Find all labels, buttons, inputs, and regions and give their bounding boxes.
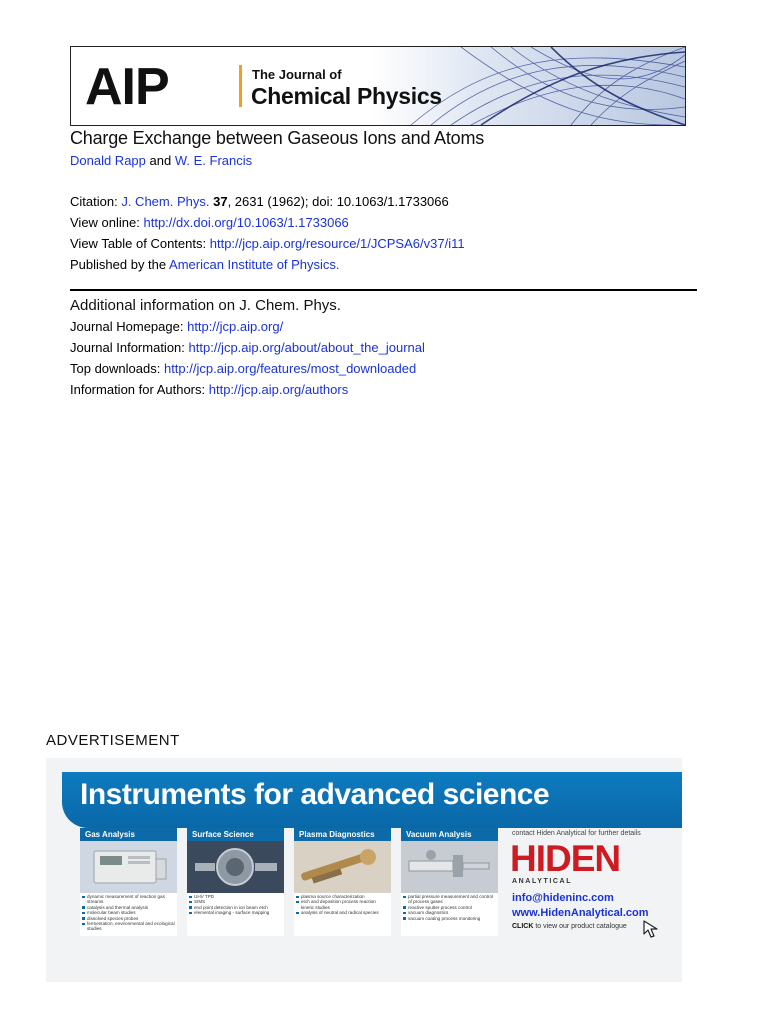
journal-name: Chemical Physics [251, 83, 442, 109]
aip-logo: AIP [85, 58, 169, 116]
publisher-link[interactable]: American Institute of Physics. [169, 257, 340, 272]
ad-panel-title: Vacuum Analysis [401, 828, 498, 841]
toc-link[interactable]: http://jcp.aip.org/resource/1/JCPSA6/v37/i11 [209, 236, 465, 251]
logo-divider [239, 65, 242, 107]
citation-journal-link[interactable]: J. Chem. Phys. [121, 194, 210, 209]
surface-science-image [187, 841, 284, 893]
ad-headline: Instruments for advanced science [80, 778, 550, 811]
additional-info-label: Journal Information: [70, 340, 185, 355]
ad-panel-plasma-diagnostics[interactable] [294, 828, 391, 936]
additional-info-row [70, 319, 283, 334]
list-item: etch and deposition process reaction kinetic studies [296, 899, 390, 910]
journal-homepage-link[interactable]: http://jcp.aip.org/ [187, 319, 284, 334]
list-item: fermentation, environmental and ecological studies [82, 921, 176, 932]
citation-volume: 37 [213, 194, 228, 209]
hiden-logo-wordmark: HIDEN [510, 838, 621, 879]
top-downloads-link[interactable]: http://jcp.aip.org/features/most_downloaded [163, 361, 417, 376]
author-link-francis[interactable]: W. E. Francis [174, 153, 253, 168]
hiden-logo[interactable] [510, 838, 621, 885]
toc-line [70, 236, 465, 251]
ad-panel-list [296, 894, 390, 916]
ad-panel-list [189, 894, 283, 916]
additional-info-label: Information for Authors: [70, 382, 206, 397]
section-divider [70, 289, 697, 291]
list-item: UHV TPD [189, 894, 283, 899]
authors-conjunction: and [149, 153, 172, 168]
view-online-label: View online: [70, 215, 140, 230]
additional-info-row [70, 340, 425, 355]
list-item: catalysis and thermal analysis [82, 905, 176, 910]
published-line [70, 257, 340, 272]
list-item: analysis of neutral and radical species [296, 910, 390, 915]
citation-line [70, 194, 449, 209]
list-item: elemental imaging - surface mapping [189, 910, 283, 915]
list-item: SIMS [189, 899, 283, 904]
ad-panel-title: Plasma Diagnostics [294, 828, 391, 841]
list-item: end point detection in ion beam etch [189, 905, 283, 910]
pointer-cursor-icon [642, 920, 664, 938]
gas-analyzer-image [80, 841, 177, 893]
published-label: Published by the [70, 257, 167, 272]
journal-banner [70, 46, 686, 126]
advertisement-label: ADVERTISEMENT [46, 732, 180, 749]
ad-catalogue-link[interactable] [512, 923, 627, 930]
ad-email-link[interactable]: info@hideninc.com [512, 892, 614, 904]
view-online-link[interactable]: http://dx.doi.org/10.1063/1.1733066 [143, 215, 349, 230]
list-item: partial pressure measurement and control of process gases [403, 894, 497, 905]
authors-line [70, 153, 252, 168]
ad-panel-list [82, 894, 176, 932]
list-item: reactive sputter process control [403, 905, 497, 910]
ad-panel-list [403, 894, 497, 921]
ad-click-text: to view our product catalogue [533, 923, 627, 930]
journal-name-prefix: The Journal of [252, 67, 342, 82]
author-link-rapp[interactable]: Donald Rapp [70, 153, 146, 168]
list-item: vacuum diagnostics [403, 910, 497, 915]
additional-info-row [70, 382, 348, 397]
list-item: molecular beam studies [82, 910, 176, 915]
journal-information-link[interactable]: http://jcp.aip.org/about/about_the_journal [188, 340, 425, 355]
citation-details: , 2631 (1962); doi: 10.1063/1.1733066 [227, 194, 449, 209]
view-online-line [70, 215, 349, 230]
toc-label: View Table of Contents: [70, 236, 207, 251]
plasma-probe-image [294, 841, 391, 893]
list-item: dissolved species probes [82, 916, 176, 921]
ad-panel-surface-science[interactable] [187, 828, 284, 936]
ad-panel-title: Surface Science [187, 828, 284, 841]
ad-panel-title: Gas Analysis [80, 828, 177, 841]
advertisement-banner[interactable] [46, 758, 682, 982]
additional-info-label: Journal Homepage: [70, 319, 184, 334]
article-title: Charge Exchange between Gaseous Ions and Atoms [70, 128, 485, 148]
ad-click-word: CLICK [512, 923, 534, 930]
ad-panel-gas-analysis[interactable] [80, 828, 177, 936]
citation-label: Citation: [70, 194, 118, 209]
additional-info-label: Top downloads: [70, 361, 161, 376]
list-item: dynamic measurement of reaction gas streams [82, 894, 176, 905]
vacuum-analyzer-image [401, 841, 498, 893]
ad-website-link[interactable]: www.HidenAnalytical.com [512, 907, 649, 919]
ad-panel-vacuum-analysis[interactable] [401, 828, 498, 936]
hiden-logo-subtitle: ANALYTICAL [512, 878, 573, 885]
list-item: vacuum coating process monitoring [403, 916, 497, 921]
ad-contact-text: contact Hiden Analytical for further details [512, 830, 641, 837]
list-item: plasma source characterization [296, 894, 390, 899]
info-for-authors-link[interactable]: http://jcp.aip.org/authors [208, 382, 349, 397]
additional-info-row [70, 361, 416, 376]
additional-info-heading: Additional information on J. Chem. Phys. [70, 297, 341, 314]
